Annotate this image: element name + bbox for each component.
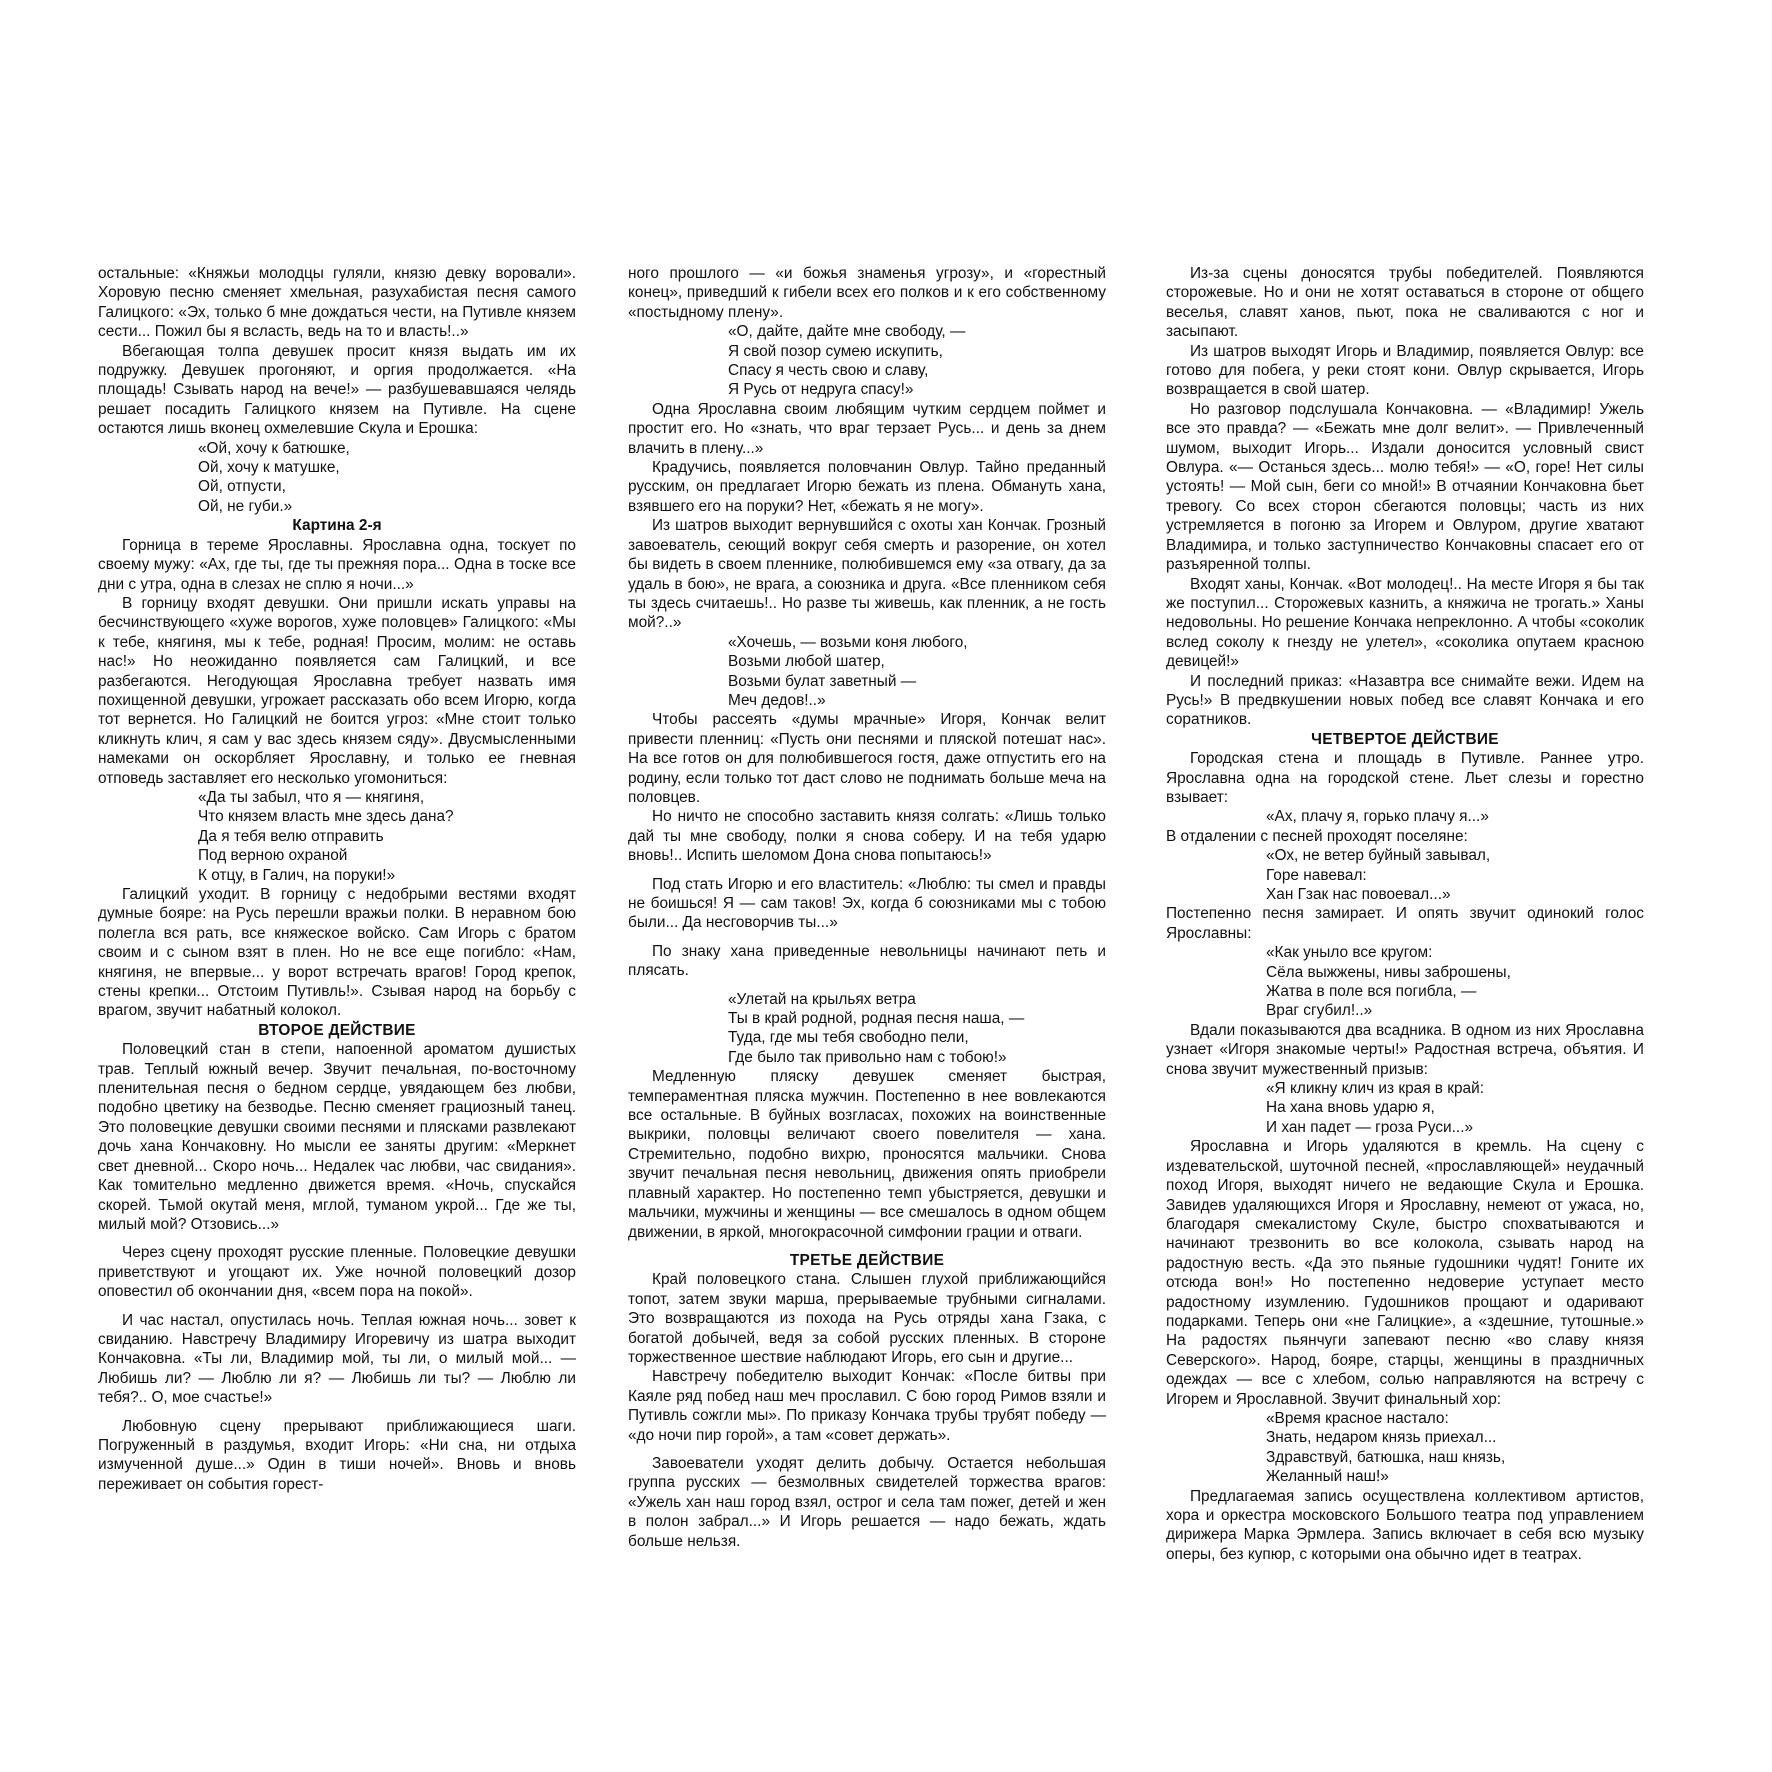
verse-line: Я свой позор сумею искупить, <box>728 342 943 360</box>
verse-line: «Ах, плачу я, горько плачу я...» <box>1266 808 1489 826</box>
verse-line: Спасу я честь свою и славу, <box>728 362 929 380</box>
verse-line: «О, дайте, дайте мне свободу, — <box>728 323 966 341</box>
paragraph: Под стать Игорю и его властитель: «Люблю: ты смел и правды не боишься! Я — сам таков! Эх, когда б союзниками мы с тобою были... Да несговорчив ты...» <box>628 875 1106 932</box>
paragraph: Из-за сцены доносятся трубы победителей. Появляются сторожевые. Но и они не хотят оставаться в стороне от общего веселья, славят ханов, пьют, пока не сваливаются с ног и засыпают. <box>1166 265 1644 341</box>
verse-line: «Я кликну клич из края в край: <box>1266 1080 1484 1098</box>
verse-line: Ты в край родной, родная песня наша, — <box>728 1010 1025 1028</box>
paragraph: Постепенно песня замирает. И опять звучит одинокий голос Ярославны: <box>1166 905 1644 942</box>
paragraph: остальные: «Княжьи молодцы гуляли, князю девку воровали». Хоровую песню сменяет хмельная, разухабистая песня самого Галицкого: «Эх, только б мне дождаться чести, на Путивле князем сести... Пожил бы я всласть, ведь на то и власть!..» <box>98 265 576 341</box>
verse-block <box>198 439 576 517</box>
verse-block <box>1266 1079 1644 1137</box>
verse-line: «Как уныло все кругом: <box>1266 944 1433 962</box>
verse-line: Желанный наш!» <box>1266 1468 1389 1486</box>
paragraph: Ярославна и Игорь удаляются в кремль. На сцену с издевательской, шуточной песней, «прославляющей» неудачный поход Игоря, выходят ничего не ведающие Скула и Ерошка. Завидев удаляющихся Игоря и Ярославну, немеют от ужаса, но, благодаря смекалистому Скуле, быстро спохватываются и начинают трезвонить во все колокола, сзывать народ на радостную весть. «Да это пьяные гудошники чудят! Гоните их отсюда вон!» Но постепенно недоверие уступает место радостному изумлению. Гудошников прощают и одаривают подарками. Теперь они «не Галицкие», а «здешние, тутошные.» На радостях пьянчуги запевают песню «во славу князя Северского». Народ, бояре, старцы, женщины в праздничных одеждах — все с хлебом, солью направляются на встречу с Игорем и Ярославной. Звучит финальный хор: <box>1166 1138 1644 1408</box>
paragraph: Предлагаемая запись осуществлена коллективом артистов, хора и оркестра московского Большого театра под управлением дирижера Марка Эрмлера. Запись включает в себя всю музыку оперы, без купюр, с которыми она обычно идет в театрах. <box>1166 1487 1644 1563</box>
text-column-middle <box>628 264 1106 1551</box>
paragraph: Через сцену проходят русские пленные. Половецкие девушки приветствуют и угощают их. Уже ночной половецкий дозор оповестил об окончании дня, «всем пора на покой». <box>98 1244 576 1301</box>
paragraph: Край половецкого стана. Слышен глухой приближающийся топот, затем звуки марша, прерываемые трубными сигналами. Это возвращаются из похода на Русь отряды хана Гзака, с богатой добычей, ведя за собой русских пленных. В стороне торжественное шествие наблюдают Игорь, его сын и другие... <box>628 1271 1106 1366</box>
verse-block <box>1266 943 1644 1021</box>
verse-line: Здравствуй, батюшка, наш князь, <box>1266 1448 1506 1466</box>
verse-line: Хан Гзак нас повоевал...» <box>1266 886 1451 903</box>
verse-line: «Да ты забыл, что я — княгиня, <box>198 788 425 806</box>
act-heading: ЧЕТВЕРТОЕ ДЕЙСТВИЕ <box>1311 730 1499 748</box>
paragraph: Горница в тереме Ярославны. Ярославна одна, тоскует по своему мужу: «Ах, где ты, где ты прежняя пора... Одна в тоске все дни с утра, одна в слезах не сплю я ночи...» <box>98 536 576 593</box>
paragraph: Входят ханы, Кончак. «Вот молодец!.. На месте Игоря я бы так же поступил... Сторожевых казнить, а княжича не трогать.» Ханы недовольны. Но решение Кончака непреклонно. А чтобы «соколик вслед соколу к гнезду не улетел», «соколика опутаем красною девицей!» <box>1166 575 1644 671</box>
paragraph: Любовную сцену прерывают приближающиеся шаги. Погруженный в раздумья, входит Игорь: «Ни сна, ни отдыха измученной душе...» Один в тиши ночей». Вновь и вновь переживает он события горест- <box>98 1417 576 1493</box>
verse-line: Что князем власть мне здесь дана? <box>198 808 454 826</box>
verse-block <box>728 633 1106 711</box>
paragraph: Завоеватели уходят делить добычу. Остается небольшая группа русских — безмолвных свидетелей торжества врагов: «Ужель хан наш город взял, острог и села там пожег, детей и жен в полон забрал...» И Игорь решается — надо бежать, ждать больше нельзя. <box>628 1454 1106 1550</box>
paragraph: Вдали показываются два всадника. В одном из них Ярославна узнает «Игоря знакомые черты!» Радостная встреча, объятия. И снова звучит мужественный призыв: <box>1166 1021 1644 1078</box>
verse-line: Возьми булат заветный — <box>728 672 917 690</box>
act-heading: ВТОРОЕ ДЕЙСТВИЕ <box>258 1021 416 1039</box>
text-column-right <box>1166 264 1644 1564</box>
verse-line: Да я тебя велю отправить <box>198 827 384 845</box>
verse-line: Где было так привольно нам с тобою!» <box>728 1048 1007 1066</box>
verse-line: Горе навевал: <box>1266 866 1367 884</box>
verse-line: К отцу, в Галич, на поруки!» <box>198 866 396 884</box>
verse-line: «Ох, не ветер буйный завывал, <box>1266 847 1491 865</box>
verse-line: Жатва в поле вся погибла, — <box>1266 983 1477 1001</box>
verse-line: Ой, отпусти, <box>198 478 286 496</box>
verse-line: «Время красное настало: <box>1266 1409 1449 1427</box>
verse-line: Туда, где мы тебя свободно пели, <box>728 1029 969 1047</box>
paragraph: В отдалении с песней проходят поселяне: <box>1166 827 1468 845</box>
paragraph: Из шатров выходят Игорь и Владимир, появляется Овлур: все готово для побега, у реки стоят кони. Овлур скрывается, Игорь возвращается в свой шатер. <box>1166 342 1644 399</box>
verse-line: Возьми любой шатер, <box>728 653 885 671</box>
verse-line: Меч дедов!..» <box>728 691 826 709</box>
scene-heading: Картина 2-я <box>292 517 382 535</box>
paragraph: По знаку хана приведенные невольницы начинают петь и плясать. <box>628 942 1106 980</box>
act-heading: ТРЕТЬЕ ДЕЙСТВИЕ <box>789 1251 945 1269</box>
verse-line: «Улетай на крыльях ветра <box>728 990 916 1008</box>
paragraph: Но ничто не способно заставить князя солгать: «Лишь только дай ты мне свободу, полки я снова соберу. И на тебя ударю вновь!.. Испить шеломом Дона снова попытаюсь!» <box>628 808 1106 865</box>
verse-block <box>1266 846 1644 904</box>
paragraph: Медленную пляску девушек сменяет быстрая, темпераментная пляска мужчин. Постепенно в нее вовлекаются все остальные. В буйных возгласах, похожих на воинственные выкрики, половцы величают своего повелителя — хана. Стремительно, подобно вихрю, проносятся мальчики. Снова звучит печальная песня невольниц, движения опять приобрели плавный характер. Но постепенно темп убыстряется, девушки и мальчики, мужчины и женщины — все смешалось в одном общем движении, в яркой, многокрасочной симфонии грации и отваги. <box>628 1068 1106 1241</box>
paragraph: Крадучись, появляется половчанин Овлур. Тайно преданный русским, он предлагает Игорю бежать из плена. Обмануть хана, взявшего его на поруки? Нет, «бежать я не могу». <box>628 459 1106 515</box>
paragraph: Вбегающая толпа девушек просит князя выдать им их подружку. Девушек прогоняют, и оргия продолжается. «На площадь! Сзывать народ на вече!» — разбушевавшаяся челядь решает посадить Галицкого князем на Путивле. На сцене остаются лишь вконец охмелевшие Скула и Ерошка: <box>98 342 576 438</box>
verse-line: Ой, не губи.» <box>198 497 293 515</box>
verse-block <box>1266 807 1644 826</box>
paragraph: Одна Ярославна своим любящим чутким сердцем поймет и простит его. Но «знать, что враг терзает Русь... и день за днем влачить в плену...» <box>628 400 1106 457</box>
verse-line: Сёла выжжены, нивы заброшены, <box>1266 963 1511 981</box>
paragraph: Чтобы рассеять «думы мрачные» Игоря, Кончак велит привести пленниц: «Пусть они песнями и пляской потешат нас». На все готов он для полюбившегося гостя, даже отпустить его на родину, если только тот даст слово не поднимать больше меча на половцев. <box>628 711 1106 806</box>
paragraph: Половецкий стан в степи, напоенной ароматом душистых трав. Теплый южный вечер. Звучит печальная, по-восточному пленительная песня о бедном сердце, увядающем без любви, подобно цветику на безводье. Песню сменяет грациозный танец. Это половецкие девушки своими песнями и плясками развлекают дочь хана Кончаковну. Но мысли ее заняты другим: «Меркнет свет дневной... Скоро ночь... Недалек час любви, час свидания». Как томительно медленно движется время. «Ночь, спускайся скорей. Тьмой окутай меня, мглой, туманом укрой... Где же ты, милый мой? Отзовись...» <box>98 1041 576 1233</box>
verse-line: На хана вновь ударю я, <box>1266 1099 1435 1117</box>
verse-line: Под верною охраной <box>198 847 348 865</box>
verse-line: И хан падет — гроза Руси...» <box>1266 1118 1474 1136</box>
paragraph: В горницу входят девушки. Они пришли искать управы на бесчинствующего «хуже ворогов, хуже половцев» Галицкого: «Мы к тебе, княгиня, мы к тебе, родная! Просим, молим: не оставь нас!» Но неожиданно появляется сам Галицкий, и все разбегаются. Негодующая Ярославна требует назвать имя похищенной девушки, угрожает рассказать обо всем Игорю, когда тот вернется. Но Галицкий не боится угроз: «Мне стоит только кликнуть клич, я сам у вас здесь князем сяду». Двусмысленными намеками он оскорбляет Ярославну, и только ее гневная отповедь заставляет его несколько угомониться: <box>98 594 576 787</box>
verse-line: Враг сгубил!..» <box>1266 1002 1373 1020</box>
verse-block <box>1266 1409 1644 1487</box>
verse-line: Я Русь от недруга спасу!» <box>728 381 914 399</box>
paragraph: Из шатров выходит вернувшийся с охоты хан Кончак. Грозный завоеватель, сеющий вокруг себя смерть и разорение, он хотел бы видеть в своем пленнике, полюбившемся ему «за отвагу, да за удаль в бою», не врага, а союзника и друга. «Все пленником себя ты здесь считаешь!.. Но разве ты живешь, как пленник, а не гость мой?..» <box>628 517 1106 632</box>
paragraph: ного прошлого — «и божья знаменья угрозу», и «горестный конец», приведший к гибели всех его полков и к его собственному «постыдному плену». <box>628 265 1106 321</box>
verse-line: «Ой, хочу к батюшке, <box>198 439 350 457</box>
verse-block <box>728 322 1106 400</box>
text-column-left <box>98 264 576 1494</box>
verse-block <box>198 788 576 885</box>
paragraph: И час настал, опустилась ночь. Теплая южная ночь... зовет к свиданию. Навстречу Владимиру Игоревичу из шатра выходит Кончаковна. «Ты ли, Владимир мой, ты ли, о милый мой... — Любишь ли? — Люблю ли я? — Любишь ли ты? — Люблю ли тебя?.. О, мое счастье!» <box>98 1311 576 1407</box>
paragraph: Галицкий уходит. В горницу с недобрыми вестями входят думные бояре: на Русь перешли вражьи полки. В неравном бою полегла вся рать, все княжеское войско. Сам Игорь с братом своим и с сыном взят в плен. Но не все еще погибло: «Нам, княгиня, не впервые... у ворот встречать врагов! Город крепок, стены крепки... Отстоим Путивль!». Сзывая народ на борьбу с врагом, звучит набатный колокол. <box>98 886 576 1020</box>
verse-line: Ой, хочу к матушке, <box>198 459 340 477</box>
paragraph: Городская стена и площадь в Путивле. Раннее утро. Ярославна одна на городской стене. Льет слезы и горестно взывает: <box>1166 750 1644 806</box>
verse-block <box>728 990 1106 1068</box>
verse-line: Знать, недаром князь приехал... <box>1266 1429 1497 1447</box>
verse-line: «Хочешь, — возьми коня любого, <box>728 633 968 651</box>
paragraph: И последний приказ: «Назавтра все снимайте вежи. Идем на Русь!» В предвкушении новых побед все славят Кончака и его соратников. <box>1166 672 1644 729</box>
paragraph: Навстречу победителю выходит Кончак: «После битвы при Каяле ряд побед наш меч прославил. С бою город Римов взяли и Путивль сожгли мы». По приказу Кончака трубы трубят победу — «до ночи пир горой», а там «совет держать». <box>628 1368 1106 1444</box>
paragraph: Но разговор подслушала Кончаковна. — «Владимир! Ужель все это правда? — «Бежать мне долг велит». — Привлеченный шумом, выходит Игорь... Издали доносится условный свист Овлура. «— Останься здесь... молю тебя!» — «О, горе! Нет силы устоять! — Мой сын, беги со мной!» В отчаянии Кончаковна бьет тревогу. Со всех сторон сбегаются половцы; часть из них устремляется в погоню за Игорем и Овлуром, другие хватают Владимира, и только заступничество Кончаковны спасает его от разъяренной толпы. <box>1166 400 1644 574</box>
